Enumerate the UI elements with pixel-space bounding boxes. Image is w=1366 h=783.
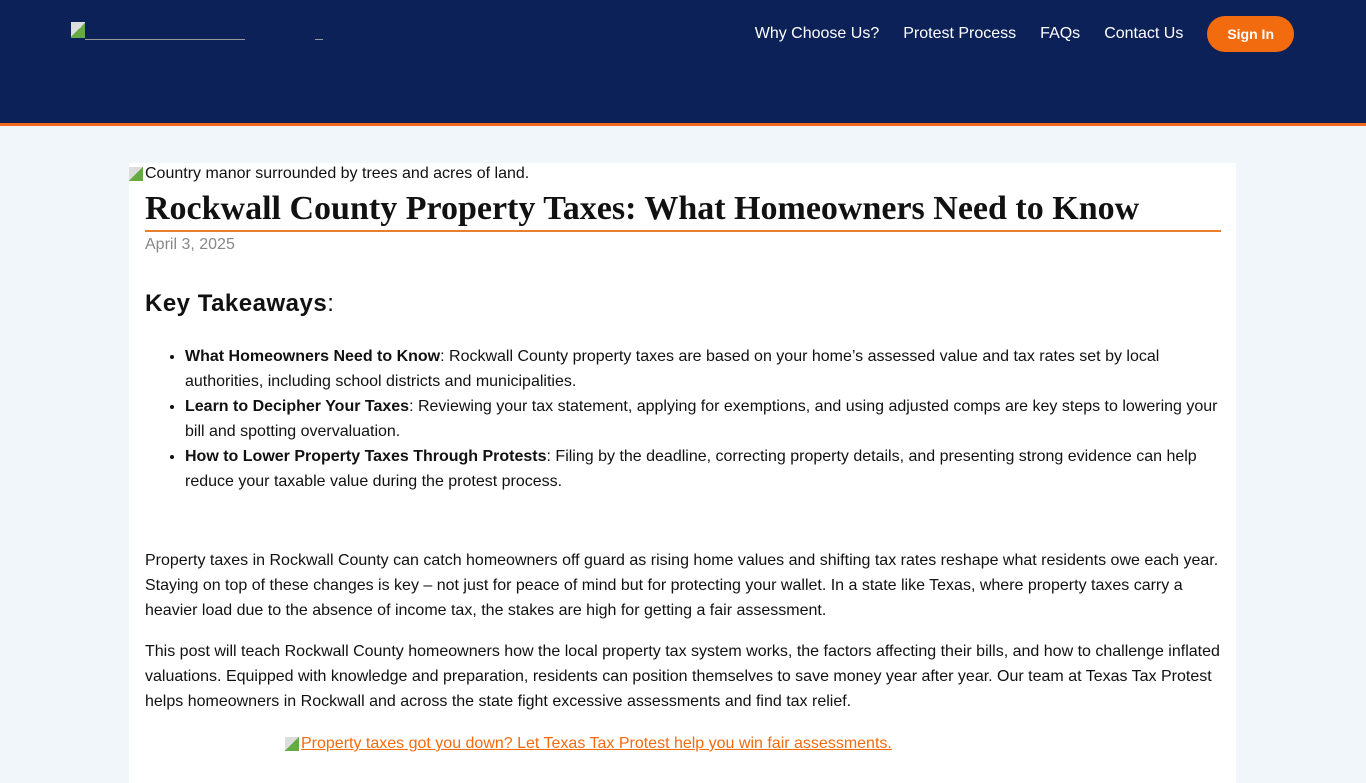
nav-faqs[interactable]: FAQs [1040,25,1081,42]
hero-image [129,165,529,183]
list-item: • What Homeowners Need to Know: Rockwall County property taxes are based on your home’s assessed value and tax rates set by local authorities, including school districts and municipalities. [185,344,1221,394]
cta-banner-link[interactable] [285,735,892,753]
sign-in-button[interactable]: Sign In [1207,16,1294,52]
article-title: Rockwall County Property Taxes: What Homeowners Need to Know [145,190,1221,232]
nav-why-choose-us[interactable]: Why Choose Us? [754,25,880,42]
logo[interactable] [71,22,253,40]
paragraph: Property taxes in Rockwall County can catch homeowners off guard as rising home values and shifting tax rates reshape what residents owe each year. Staying on top of these changes is key – not just for peace of mind but for protecting your wallet. In a state like Texas, where property taxes carry a heavier load due to the absence of income tax, the stakes are high for getting a fair assessment. [145,552,1219,619]
key-takeaways-heading: Key Takeaways: [145,290,335,317]
broken-image-icon [129,167,143,181]
article-date: April 3, 2025 [145,236,235,253]
takeaways-list [185,344,1221,494]
nav-protest-process[interactable]: Protest Process [903,25,1017,42]
cta-alt-text: Property taxes got you down? Let Texas Tax Protest help you win fair assessments. [301,735,892,752]
site-header [0,0,1366,126]
list-item: • Learn to Decipher Your Taxes: Reviewing your tax statement, applying for exemptions, and using adjusted comps are key steps to lowering your bill and spotting overvaluation. [185,394,1221,444]
hero-image-alt: Country manor surrounded by trees and acres of land. [145,165,530,182]
article-card [129,163,1236,783]
broken-image-icon [71,22,85,38]
main-nav [755,16,1294,52]
broken-image-icon [285,737,299,751]
nav-contact-us[interactable]: Contact Us [1104,25,1184,42]
list-item: • How to Lower Property Taxes Through Protests: Filing by the deadline, correcting property details, and presenting strong evidence can help reduce your taxable value during the protest process. [185,444,1221,494]
paragraph: This post will teach Rockwall County homeowners how the local property tax system works, the factors affecting their bills, and how to challenge inflated valuations. Equipped with knowledge and preparation, residents can position themselves to save money year after year. Our team at Texas Tax Protest helps homeowners in Rockwall and across the state fight excessive assessments and find tax relief. [145,643,1220,710]
